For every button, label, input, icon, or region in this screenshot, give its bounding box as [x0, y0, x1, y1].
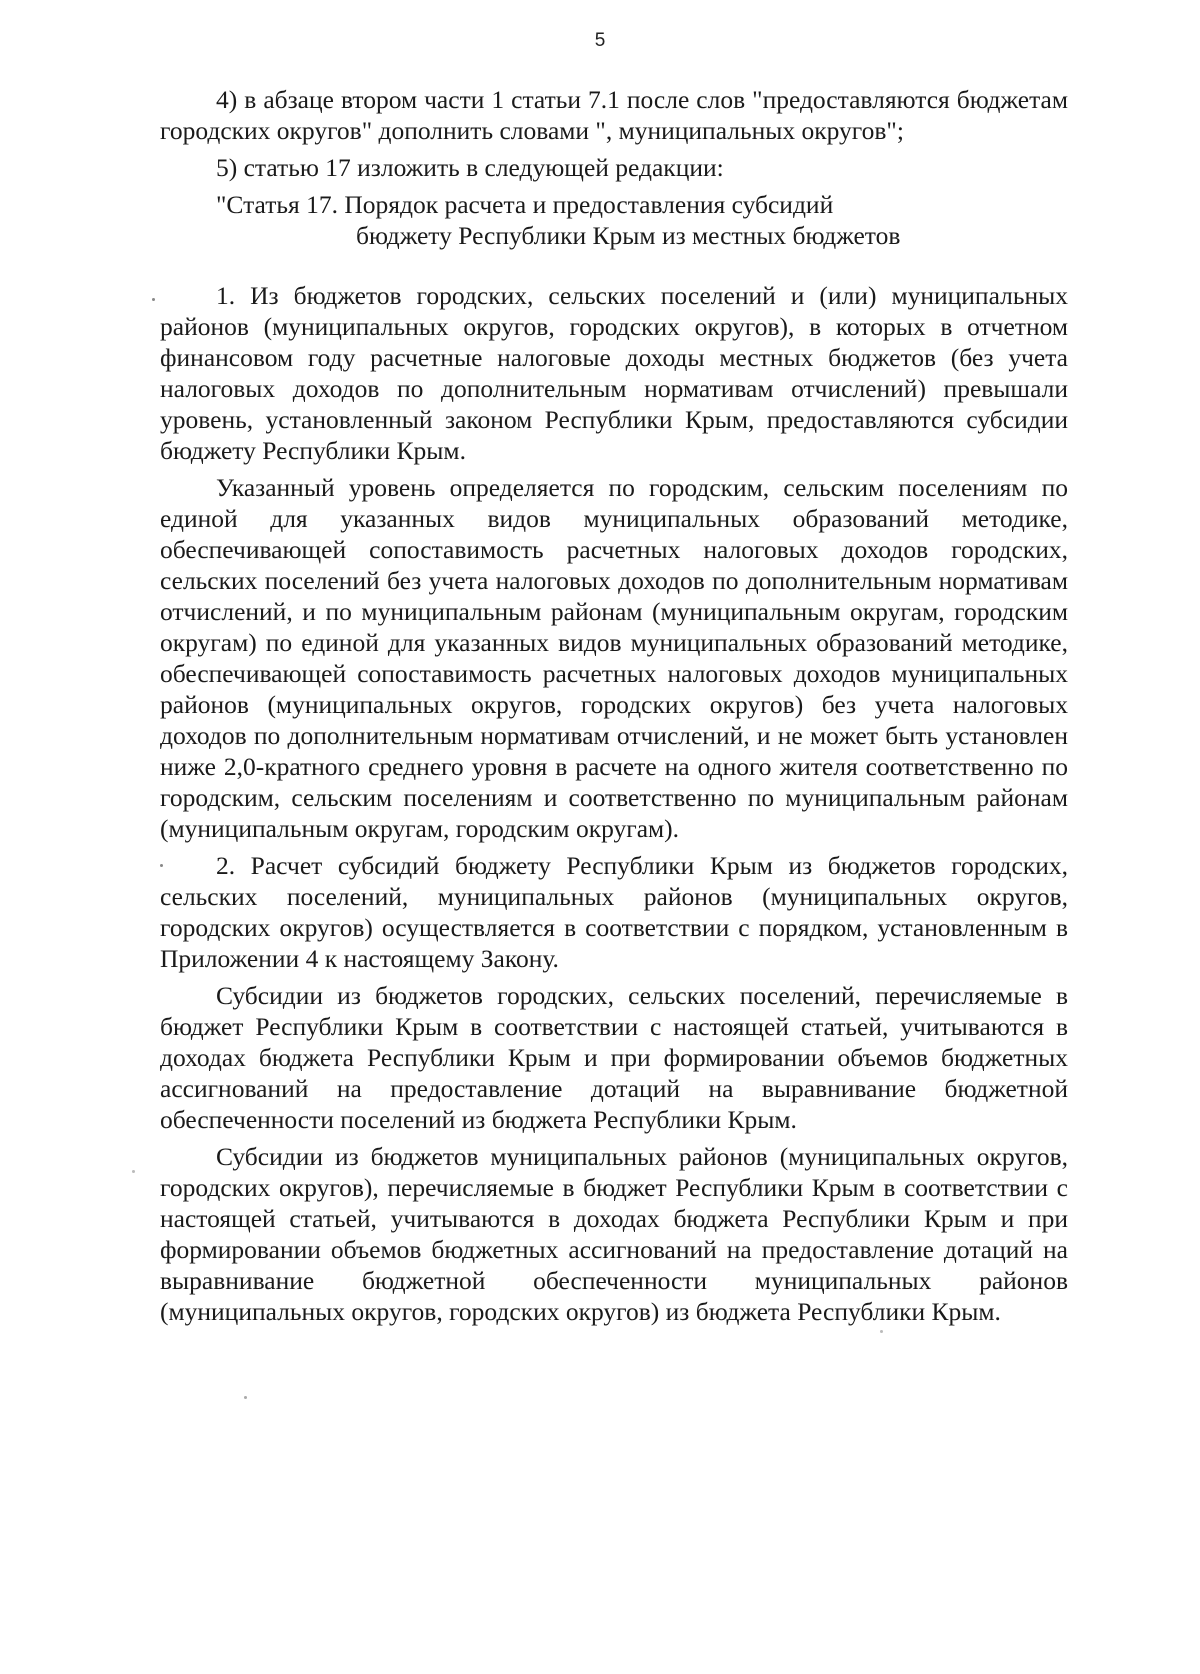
article-17-heading-line-2: бюджету Республики Крым из местных бюджетов: [356, 221, 901, 250]
article-17-part-2-paragraph-2: Субсидии из бюджетов городских, сельских поселений, перечисляемые в бюджет Республики Крым в соответствии с настоящей статьей, учитываются в доходах бюджета Республики Крым и при формировании объемов бюджетных ассигнований на предоставление дотаций на выравнивание бюджетной обеспеченности поселений из бюджета Республики Крым.: [160, 981, 1068, 1134]
article-17-part-2-paragraph-3: Субсидии из бюджетов муниципальных районов (муниципальных округов, городских округов), перечисляемые в бюджет Республики Крым в соответствии с настоящей статьей, учитываются в доходах бюджета Республики Крым и при формировании объемов бюджетных ассигнований на предоставление дотаций на выравнивание бюджетной обеспеченности муниципальных районов (муниципальных округов, городских округов) из бюджета Республики Крым.: [160, 1142, 1068, 1326]
amendment-item-4: 4) в абзаце втором части 1 статьи 7.1 после слов "предоставляются бюджетам городских округов" дополнить словами ", муниципальных округов";: [160, 85, 1068, 145]
scan-speck: [152, 298, 155, 301]
document-body: [160, 84, 1068, 1327]
scan-speck: [132, 1170, 135, 1173]
amendment-item-5: 5) статью 17 изложить в следующей редакции:: [216, 153, 724, 182]
article-17-part-1: 1. Из бюджетов городских, сельских поселений и (или) муниципальных районов (муниципальных округов, городских округов), в которых в отчетном финансовом году расчетные налоговые доходы местных бюджетов (без учета налоговых доходов по дополнительным нормативам отчислений) превышали уровень, установленный законом Республики Крым, предоставляются субсидии бюджету Республики Крым.: [160, 281, 1068, 465]
scan-speck: [160, 864, 163, 867]
page-number: 5: [594, 30, 606, 51]
article-17-part-1-paragraph-2: Указанный уровень определяется по городским, сельским поселениям по единой для указанных видов муниципальных образований методике, обеспечивающей сопоставимость расчетных налоговых доходов городских, сельских поселений без учета налоговых доходов по дополнительным нормативам отчислений, и по муниципальным районам (муниципальным округам, городским округам) по единой для указанных видов муниципальных образований методике, обеспечивающей сопоставимость расчетных налоговых доходов муниципальных районов (муниципальных округов, городских округов) без учета налоговых доходов по дополнительным нормативам отчислений, и не может быть установлен ниже 2,0-кратного среднего уровня в расчете на одного жителя соответственно по городским, сельским поселениям и соответственно по муниципальным районам (муниципальным округам, городским округам).: [160, 473, 1068, 843]
scan-speck: [880, 1330, 883, 1333]
scan-speck: [244, 1396, 247, 1399]
article-17-heading-line-1: "Статья 17. Порядок расчета и предоставления субсидий: [216, 190, 834, 219]
article-17-part-2: 2. Расчет субсидий бюджету Республики Крым из бюджетов городских, сельских поселений, муниципальных районов (муниципальных округов, городских округов) осуществляется в соответствии с порядком, установленным в Приложении 4 к настоящему Закону.: [160, 851, 1068, 973]
